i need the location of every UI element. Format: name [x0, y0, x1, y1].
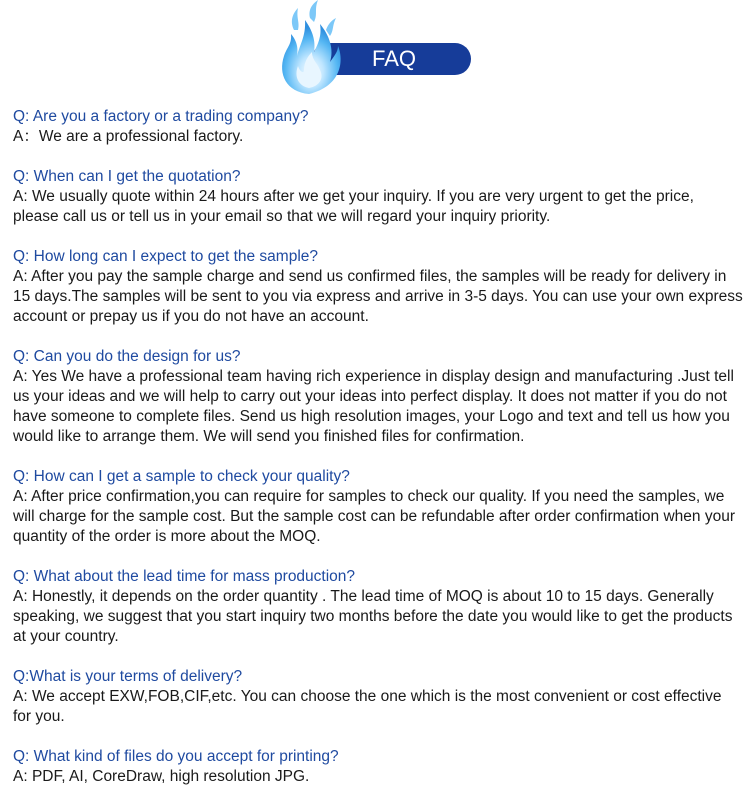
faq-answer: A: Honestly, it depends on the order quantity . The lead time of MOQ is about 10 to 15 days. Generally speaking, we suggest that you start inquiry two months before the date you would like to get the products at your country. — [13, 588, 733, 645]
faq-item — [13, 747, 743, 787]
faq-item — [13, 567, 743, 647]
faq-question: Q:What is your terms of delivery? — [13, 668, 243, 685]
faq-question: Q: Can you do the design for us? — [13, 348, 241, 365]
faq-question: Q: Are you a factory or a trading company? — [13, 108, 309, 125]
flame-icon — [272, 0, 346, 96]
faq-item — [13, 247, 743, 327]
faq-question: Q: What kind of files do you accept for printing? — [13, 748, 339, 765]
faq-list — [13, 107, 743, 807]
faq-item — [13, 107, 743, 147]
faq-answer: A: We usually quote within 24 hours after we get your inquiry. If you are very urgent to get the price, please call us or tell us in your email so that we will regard your inquiry priority. — [13, 188, 694, 225]
faq-item — [13, 167, 743, 227]
faq-question: Q: How can I get a sample to check your quality? — [13, 468, 350, 485]
faq-title: FAQ — [371, 46, 416, 71]
faq-answer: A: PDF, AI, CoreDraw, high resolution JPG. — [13, 768, 310, 785]
faq-item — [13, 347, 743, 447]
faq-answer: A：We are a professional factory. — [13, 128, 244, 145]
faq-answer: A: After price confirmation,you can require for samples to check our quality. If you need the samples, we will charge for the sample cost. But the sample cost can be refundable after order confirmation when your quantity of the order is more about the MOQ. — [13, 488, 735, 545]
faq-answer: A: We accept EXW,FOB,CIF,etc. You can choose the one which is the most convenient or cost effective for you. — [13, 688, 722, 725]
faq-question: Q: What about the lead time for mass production? — [13, 568, 356, 585]
faq-question: Q: When can I get the quotation? — [13, 168, 241, 185]
faq-answer: A: Yes We have a professional team having rich experience in display design and manufacturing .Just tell us your ideas and we will help to carry out your ideas into perfect display. It does not matter if you do not have someone to complete files. Send us high resolution images, your Logo and text and tell us how you would like to arrange them. We will send you finished files for confirmation. — [13, 368, 734, 445]
faq-answer: A: After you pay the sample charge and send us confirmed files, the samples will be ready for delivery in 15 days.The samples will be sent to you via express and arrive in 3-5 days. You can use your own express account or prepay us if you do not have an account. — [13, 268, 743, 325]
faq-question: Q: How long can I expect to get the sample? — [13, 248, 319, 265]
faq-item — [13, 667, 743, 727]
faq-item — [13, 467, 743, 547]
faq-header — [0, 0, 750, 100]
